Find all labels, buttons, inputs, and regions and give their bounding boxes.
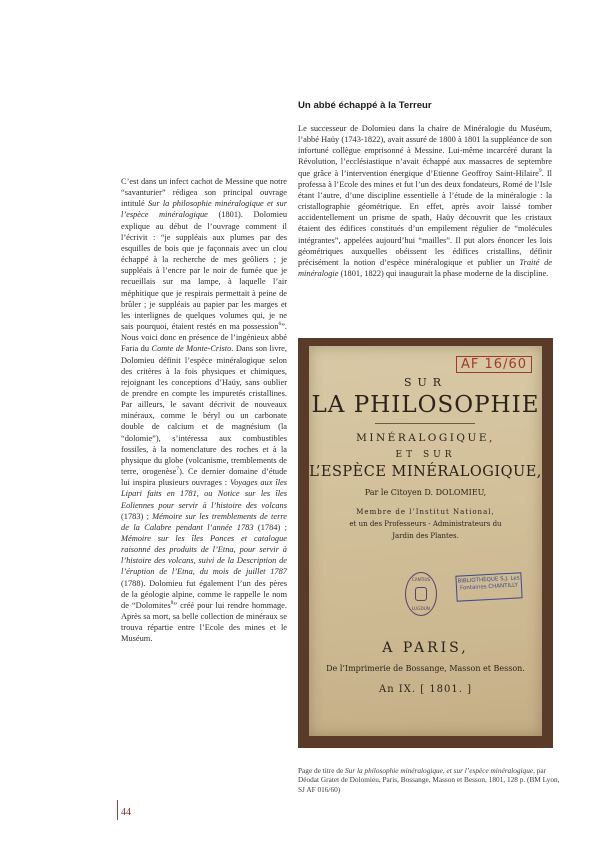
footnote-ref: 6 xyxy=(278,321,282,328)
shelfmark-annotation: AF 16/60 xyxy=(456,356,532,373)
title-membership-2: et un des Professeurs - Administrateurs du xyxy=(349,520,502,528)
footnote-ref: 9 xyxy=(538,167,542,174)
body-text: (1788). xyxy=(121,578,146,588)
work-title-italic: Mémoire sur les tremblements de terre de la Calabre pendant l’année 1783 xyxy=(121,511,287,532)
footnote-ref: 8 xyxy=(170,600,174,607)
title-membership-3: Jardin des Plantes. xyxy=(392,532,459,540)
book-title-italic: Traité de minéralogie xyxy=(298,257,552,279)
figure-caption xyxy=(298,766,560,794)
title-subtitle-2: ET SUR xyxy=(395,450,456,460)
body-text: ” créé pour lui rendre hommage. Après sa mort, sa belle collection de minéraux se trouva répartie entre l’Ecole des mines et le Muséum. xyxy=(121,600,287,644)
library-stamp-oval xyxy=(405,572,437,616)
body-text: Dolomieu fut également l’un des pères de la géologie alpine, comme le rappelle le nom de “Dolomites xyxy=(121,578,287,610)
body-text-right xyxy=(298,123,552,279)
stamp-emblem-icon xyxy=(415,587,427,601)
title-subtitle-3: L’ESPÈCE MINÉRALOGIQUE, xyxy=(309,464,542,480)
body-text: . Il professa à l’Ecole des mines et fut l’un des deux fondateurs, Romé de l’Isle étant l’autre, d’une discipline essentielle à l’étude de la minéralogie : la cristallographie géométrique. En effet, après avoir laissé tomber accidentellement un prisme de spath, Haüy découvrit que les cristaux étaient des édifices constitués d’un empilement régulier de “molécules intégrantes”, appelées aujourd’hui “mailles”. Il put alors énoncer les lois géométriques auxquelles obéissent les édifices cristallins, définir précisément la notion d’espèce minéralogique et publier un xyxy=(298,168,552,267)
page-number: 44 xyxy=(121,807,131,818)
body-text-left-column xyxy=(121,176,287,645)
work-title-italic: Voyages aux îles Lipari faits en 1781, ou Notice sur les îles Eoliennes pour servir à l’histoire des volcans xyxy=(121,478,288,510)
title-membership-1: Membre de l’Institut National, xyxy=(356,508,495,516)
title-date: An IX. [ 1801. ] xyxy=(378,684,473,695)
title-sur: SUR xyxy=(403,376,448,389)
title-main: LA PHILOSOPHIE xyxy=(311,392,540,418)
body-text: . Dans son livre, Dolomieu définit l’espèce minéralogique selon des critères à la fois physiques et chimiques, rejoignant les conceptions d’Haüy, sans oublier de prendre en compte les impuretés cristallines. Par ailleurs, le savant décrivit de nouveaux minéraux, comme le béryl ou un carbonate double de calcium et de magnésium (la “dolomie”), s’intéressa aux combustibles fossiles, à la nomenclature des roches et à la physique du globe (volcanisme, tremblements de terre, orogenèse xyxy=(121,344,287,477)
stamp-text: LUGDUN xyxy=(412,606,430,611)
book-title-italic: Sur la philosophie minéralogique et sur l’espèce minéralogique xyxy=(121,199,287,220)
body-text: ). Ce dernier domaine d’étude lui inspira plusieurs ouvrages : xyxy=(121,467,287,488)
section-title: Un abbé échappé à la Terreur xyxy=(298,100,432,111)
title-author: Par le Citoyen D. DOLOMIEU, xyxy=(364,488,487,497)
body-text: (1784) ; xyxy=(253,522,288,532)
right-column xyxy=(298,100,552,279)
title-page-photograph xyxy=(298,338,553,748)
body-text: (1801, 1822) qui inaugurait la phase moderne de la discipline. xyxy=(338,269,549,279)
library-stamp-rect: BIBLIOTHÈQUE S.J. Les Fontaines CHANTILLY xyxy=(455,572,522,601)
novel-title-italic: Comte de Monte-Cristo xyxy=(151,344,232,354)
footnote-ref: 7 xyxy=(176,466,180,473)
body-text: ”. Nous voici donc en présence de l’ingénieux abbé Faria du xyxy=(121,322,287,354)
title-printer: De l’Imprimerie de Bossange, Masson et Besson. xyxy=(326,664,525,673)
work-title-italic: Mémoire sur les îles Ponces et catalogue raisonné des produits de l’Etna, pour servir à l’histoire des volcans, suivi de la Description de l’éruption de l’Etna, du mois de juillet 1787 xyxy=(121,534,287,577)
body-text: (1801). Dolomieu explique au début de l’ouvrage comment il l’écrivit : “je suppléais aux plumes par des esquilles de bois que je façonnais avec un clou échappé à la recherche de mes geôliers ; je suppléais à l’encre par le noir de fumée que je recueillais sur ma lampe, à laquelle l’air méphitique que je respirais permettait à peine de brûler ; je suppléais au papier par les marges et les interlignes de quelques volumes qui, je ne sais pourquoi, étaient restés en ma possession xyxy=(121,210,288,332)
caption-text: par Déodat Gratet de Dolomieu, Paris, Bossange, Masson et Besson, 1801, 128 p. (BM Lyon, SJ AF 016/60) xyxy=(298,766,560,794)
caption-text: Page de titre de xyxy=(298,766,346,775)
body-text: C’est dans un infect cachot de Messine que notre “savanturier” rédigea son principal ouvrage intitulé xyxy=(121,177,287,209)
stamp-text: CANTIUS xyxy=(411,577,431,582)
title-subtitle-1: MINÉRALOGIQUE, xyxy=(356,432,495,444)
body-text: Le successeur de Dolomieu dans la chaire de Minéralogie du Muséum, l’abbé Haüy (1743-1822), avait assuré de 1800 à 1801 la suppléance de son infortuné collègue emprisonné à Messine. Lui-même incarcéré durant la Révolution, l’ecclésiastique n’avait échappé aux massacres de septembre que grâce à l’intervention énergique d’Etienne Geoffroy Saint-Hilaire xyxy=(298,124,552,178)
title-city: A PARIS, xyxy=(382,640,469,656)
folio-marker xyxy=(117,800,118,820)
title-page-paper xyxy=(309,346,542,736)
body-text: (1783) ; xyxy=(121,511,153,521)
title-rule xyxy=(375,423,475,424)
caption-book-title: Sur la philosophie minéralogique, et sur l’espèce minéralogique, xyxy=(345,766,535,775)
